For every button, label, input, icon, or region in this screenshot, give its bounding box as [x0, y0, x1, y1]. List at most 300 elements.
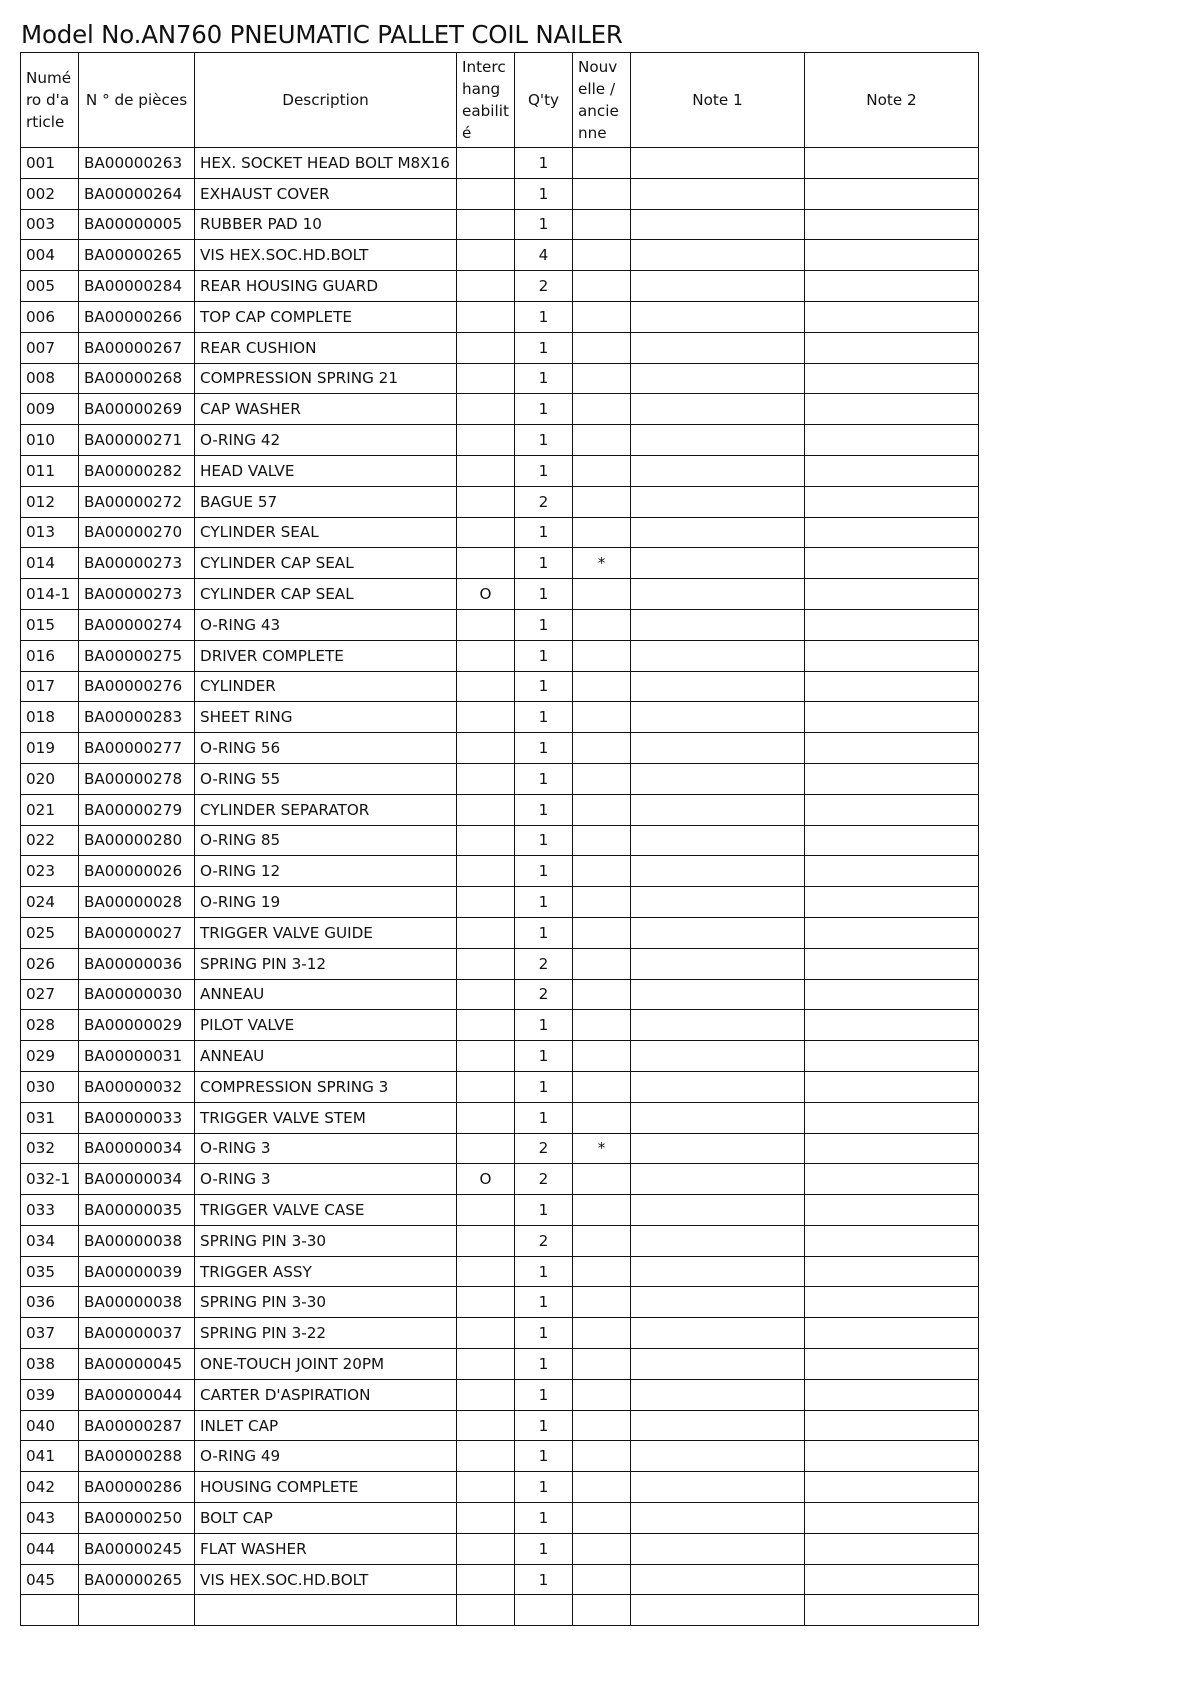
cell-qty: 1: [515, 1195, 573, 1226]
cell-qty: 1: [515, 209, 573, 240]
cell-qty: 1: [515, 455, 573, 486]
cell-item-no: 020: [21, 763, 79, 794]
cell-qty: 2: [515, 1133, 573, 1164]
cell-item-no: 004: [21, 240, 79, 271]
cell-new-old: [573, 1472, 631, 1503]
cell-interchangeability: [457, 517, 515, 548]
cell-note2: [805, 517, 979, 548]
cell-description: SPRING PIN 3-12: [195, 948, 457, 979]
cell-item-no: 034: [21, 1225, 79, 1256]
cell-part-no: BA00000265: [79, 1564, 195, 1595]
cell-note1: [631, 1287, 805, 1318]
cell-qty: 1: [515, 363, 573, 394]
cell-new-old: [573, 1410, 631, 1441]
header-part-no: N ° de pièces: [79, 53, 195, 148]
cell-qty: 1: [515, 1256, 573, 1287]
cell-interchangeability: [457, 887, 515, 918]
cell-interchangeability: [457, 1379, 515, 1410]
cell-qty: 1: [515, 425, 573, 456]
cell-new-old: [573, 733, 631, 764]
table-row: [21, 240, 979, 271]
cell-note2: [805, 579, 979, 610]
table-row: [21, 1564, 979, 1595]
cell-item-no: 006: [21, 301, 79, 332]
cell-interchangeability: [457, 794, 515, 825]
cell-qty: 1: [515, 579, 573, 610]
empty-cell: [515, 1595, 573, 1626]
cell-description: CYLINDER SEPARATOR: [195, 794, 457, 825]
cell-new-old: [573, 640, 631, 671]
table-row-partial: [21, 1595, 979, 1626]
cell-part-no: BA00000271: [79, 425, 195, 456]
table-row: [21, 579, 979, 610]
cell-item-no: 012: [21, 486, 79, 517]
cell-part-no: BA00000267: [79, 332, 195, 363]
cell-new-old: [573, 1102, 631, 1133]
cell-part-no: BA00000273: [79, 548, 195, 579]
cell-note1: [631, 1071, 805, 1102]
cell-interchangeability: [457, 702, 515, 733]
cell-item-no: 045: [21, 1564, 79, 1595]
cell-part-no: BA00000045: [79, 1349, 195, 1380]
cell-note2: [805, 1472, 979, 1503]
cell-note1: [631, 1564, 805, 1595]
cell-note1: [631, 1133, 805, 1164]
table-row: [21, 609, 979, 640]
table-row: [21, 1410, 979, 1441]
cell-description: ANNEAU: [195, 1041, 457, 1072]
cell-qty: 2: [515, 1164, 573, 1195]
cell-note2: [805, 240, 979, 271]
cell-description: SPRING PIN 3-22: [195, 1318, 457, 1349]
cell-new-old: [573, 979, 631, 1010]
cell-note2: [805, 1010, 979, 1041]
cell-interchangeability: [457, 1041, 515, 1072]
cell-item-no: 016: [21, 640, 79, 671]
cell-note1: [631, 1195, 805, 1226]
cell-note1: [631, 1041, 805, 1072]
cell-description: INLET CAP: [195, 1410, 457, 1441]
cell-description: O-RING 85: [195, 825, 457, 856]
cell-new-old: [573, 1441, 631, 1472]
cell-qty: 1: [515, 763, 573, 794]
cell-part-no: BA00000275: [79, 640, 195, 671]
header-row: [21, 53, 979, 148]
cell-new-old: [573, 455, 631, 486]
cell-interchangeability: [457, 1133, 515, 1164]
cell-note2: [805, 794, 979, 825]
cell-new-old: [573, 1503, 631, 1534]
cell-interchangeability: [457, 1287, 515, 1318]
cell-note1: [631, 363, 805, 394]
table-row: [21, 455, 979, 486]
cell-new-old: [573, 363, 631, 394]
cell-new-old: [573, 794, 631, 825]
cell-note2: [805, 917, 979, 948]
cell-qty: 1: [515, 1503, 573, 1534]
cell-description: O-RING 3: [195, 1133, 457, 1164]
cell-qty: 1: [515, 332, 573, 363]
table-row: [21, 1441, 979, 1472]
cell-new-old: [573, 148, 631, 179]
cell-item-no: 018: [21, 702, 79, 733]
cell-note1: [631, 1164, 805, 1195]
cell-part-no: BA00000273: [79, 579, 195, 610]
cell-note1: [631, 579, 805, 610]
cell-note2: [805, 1441, 979, 1472]
cell-new-old: [573, 240, 631, 271]
cell-qty: 2: [515, 979, 573, 1010]
table-row: [21, 178, 979, 209]
cell-part-no: BA00000269: [79, 394, 195, 425]
cell-description: TOP CAP COMPLETE: [195, 301, 457, 332]
cell-description: CAP WASHER: [195, 394, 457, 425]
cell-note2: [805, 271, 979, 302]
empty-cell: [805, 1595, 979, 1626]
cell-description: TRIGGER VALVE STEM: [195, 1102, 457, 1133]
cell-qty: 1: [515, 1102, 573, 1133]
cell-note2: [805, 1164, 979, 1195]
cell-note2: [805, 1225, 979, 1256]
table-row: [21, 763, 979, 794]
cell-note1: [631, 517, 805, 548]
cell-part-no: BA00000263: [79, 148, 195, 179]
cell-part-no: BA00000036: [79, 948, 195, 979]
cell-note1: [631, 486, 805, 517]
cell-description: O-RING 55: [195, 763, 457, 794]
cell-part-no: BA00000039: [79, 1256, 195, 1287]
cell-note1: [631, 548, 805, 579]
cell-qty: 2: [515, 271, 573, 302]
cell-note2: [805, 1503, 979, 1534]
cell-new-old: [573, 917, 631, 948]
cell-item-no: 039: [21, 1379, 79, 1410]
cell-new-old: [573, 425, 631, 456]
cell-item-no: 014-1: [21, 579, 79, 610]
table-row: [21, 794, 979, 825]
cell-item-no: 031: [21, 1102, 79, 1133]
cell-description: HEX. SOCKET HEAD BOLT M8X16: [195, 148, 457, 179]
cell-note1: [631, 948, 805, 979]
cell-note1: [631, 1318, 805, 1349]
cell-note1: [631, 425, 805, 456]
cell-item-no: 010: [21, 425, 79, 456]
cell-description: REAR HOUSING GUARD: [195, 271, 457, 302]
cell-part-no: BA00000035: [79, 1195, 195, 1226]
table-body: [21, 148, 979, 1626]
cell-qty: 1: [515, 1318, 573, 1349]
cell-interchangeability: [457, 1533, 515, 1564]
cell-interchangeability: [457, 1195, 515, 1226]
cell-qty: 1: [515, 825, 573, 856]
cell-part-no: BA00000038: [79, 1287, 195, 1318]
table-row: [21, 517, 979, 548]
table-row: [21, 948, 979, 979]
cell-interchangeability: [457, 825, 515, 856]
cell-new-old: *: [573, 548, 631, 579]
cell-new-old: [573, 1349, 631, 1380]
cell-description: REAR CUSHION: [195, 332, 457, 363]
cell-part-no: BA00000037: [79, 1318, 195, 1349]
cell-interchangeability: [457, 332, 515, 363]
cell-interchangeability: [457, 301, 515, 332]
cell-description: VIS HEX.SOC.HD.BOLT: [195, 240, 457, 271]
cell-interchangeability: [457, 425, 515, 456]
cell-qty: 1: [515, 1410, 573, 1441]
cell-part-no: BA00000266: [79, 301, 195, 332]
header-interchangeability: Interchangeabilité: [457, 53, 515, 148]
cell-note2: [805, 301, 979, 332]
cell-item-no: 005: [21, 271, 79, 302]
cell-new-old: [573, 1564, 631, 1595]
cell-new-old: [573, 1379, 631, 1410]
cell-description: PILOT VALVE: [195, 1010, 457, 1041]
header-note2: Note 2: [805, 53, 979, 148]
cell-qty: 1: [515, 733, 573, 764]
cell-description: CYLINDER: [195, 671, 457, 702]
table-row: [21, 301, 979, 332]
table-row: [21, 486, 979, 517]
cell-description: TRIGGER ASSY: [195, 1256, 457, 1287]
cell-interchangeability: [457, 1503, 515, 1534]
cell-item-no: 044: [21, 1533, 79, 1564]
cell-qty: 1: [515, 1379, 573, 1410]
cell-part-no: BA00000029: [79, 1010, 195, 1041]
cell-interchangeability: [457, 1010, 515, 1041]
table-row: [21, 1256, 979, 1287]
cell-note2: [805, 671, 979, 702]
cell-note2: [805, 609, 979, 640]
cell-item-no: 009: [21, 394, 79, 425]
cell-interchangeability: [457, 1441, 515, 1472]
table-row: [21, 979, 979, 1010]
cell-note1: [631, 887, 805, 918]
cell-note2: [805, 1318, 979, 1349]
table-row: [21, 1287, 979, 1318]
header-description: Description: [195, 53, 457, 148]
cell-qty: 1: [515, 856, 573, 887]
cell-note2: [805, 1133, 979, 1164]
cell-interchangeability: [457, 640, 515, 671]
cell-qty: 1: [515, 394, 573, 425]
cell-part-no: BA00000286: [79, 1472, 195, 1503]
cell-interchangeability: [457, 1071, 515, 1102]
cell-interchangeability: [457, 1318, 515, 1349]
cell-note1: [631, 271, 805, 302]
empty-cell: [79, 1595, 195, 1626]
cell-qty: 1: [515, 887, 573, 918]
cell-qty: 2: [515, 1225, 573, 1256]
empty-cell: [457, 1595, 515, 1626]
cell-part-no: BA00000287: [79, 1410, 195, 1441]
cell-note2: [805, 1041, 979, 1072]
cell-item-no: 017: [21, 671, 79, 702]
header-new-old: Nouvelle / ancienne: [573, 53, 631, 148]
cell-item-no: 013: [21, 517, 79, 548]
cell-part-no: BA00000027: [79, 917, 195, 948]
cell-part-no: BA00000265: [79, 240, 195, 271]
cell-note2: [805, 1287, 979, 1318]
cell-item-no: 033: [21, 1195, 79, 1226]
cell-item-no: 035: [21, 1256, 79, 1287]
cell-description: CYLINDER CAP SEAL: [195, 579, 457, 610]
table-row: [21, 1472, 979, 1503]
cell-note2: [805, 425, 979, 456]
cell-note1: [631, 979, 805, 1010]
cell-interchangeability: [457, 363, 515, 394]
table-header: [21, 53, 979, 148]
table-row: [21, 271, 979, 302]
cell-note2: [805, 394, 979, 425]
cell-note1: [631, 1225, 805, 1256]
cell-part-no: BA00000268: [79, 363, 195, 394]
cell-note1: [631, 1533, 805, 1564]
cell-part-no: BA00000026: [79, 856, 195, 887]
cell-interchangeability: [457, 1225, 515, 1256]
table-row: [21, 1133, 979, 1164]
cell-part-no: BA00000032: [79, 1071, 195, 1102]
cell-part-no: BA00000245: [79, 1533, 195, 1564]
cell-interchangeability: [457, 609, 515, 640]
cell-note2: [805, 1564, 979, 1595]
cell-qty: 1: [515, 148, 573, 179]
cell-part-no: BA00000276: [79, 671, 195, 702]
cell-description: CYLINDER SEAL: [195, 517, 457, 548]
cell-note2: [805, 1379, 979, 1410]
cell-description: O-RING 12: [195, 856, 457, 887]
cell-new-old: [573, 1287, 631, 1318]
cell-new-old: [573, 178, 631, 209]
cell-qty: 1: [515, 671, 573, 702]
cell-new-old: [573, 1010, 631, 1041]
cell-note1: [631, 332, 805, 363]
cell-note2: [805, 979, 979, 1010]
cell-item-no: 003: [21, 209, 79, 240]
cell-interchangeability: [457, 486, 515, 517]
cell-qty: 1: [515, 1041, 573, 1072]
cell-qty: 2: [515, 948, 573, 979]
cell-new-old: [573, 1225, 631, 1256]
cell-part-no: BA00000034: [79, 1133, 195, 1164]
cell-interchangeability: [457, 1410, 515, 1441]
cell-part-no: BA00000284: [79, 271, 195, 302]
cell-note2: [805, 148, 979, 179]
cell-description: COMPRESSION SPRING 21: [195, 363, 457, 394]
cell-new-old: [573, 332, 631, 363]
cell-note2: [805, 948, 979, 979]
table-row: [21, 1533, 979, 1564]
cell-new-old: [573, 763, 631, 794]
cell-new-old: [573, 1164, 631, 1195]
cell-item-no: 027: [21, 979, 79, 1010]
cell-note2: [805, 486, 979, 517]
cell-item-no: 021: [21, 794, 79, 825]
cell-qty: 1: [515, 1287, 573, 1318]
cell-part-no: BA00000272: [79, 486, 195, 517]
cell-note2: [805, 640, 979, 671]
cell-part-no: BA00000028: [79, 887, 195, 918]
cell-note1: [631, 1010, 805, 1041]
cell-qty: 1: [515, 609, 573, 640]
empty-cell: [21, 1595, 79, 1626]
cell-qty: 1: [515, 917, 573, 948]
table-row: [21, 887, 979, 918]
cell-note1: [631, 609, 805, 640]
cell-note1: [631, 702, 805, 733]
table-row: [21, 363, 979, 394]
header-note1: Note 1: [631, 53, 805, 148]
cell-description: BAGUE 57: [195, 486, 457, 517]
cell-new-old: [573, 1318, 631, 1349]
cell-new-old: [573, 1256, 631, 1287]
cell-description: O-RING 43: [195, 609, 457, 640]
cell-description: CARTER D'ASPIRATION: [195, 1379, 457, 1410]
table-row: [21, 1503, 979, 1534]
cell-part-no: BA00000044: [79, 1379, 195, 1410]
cell-note1: [631, 640, 805, 671]
cell-item-no: 028: [21, 1010, 79, 1041]
cell-note2: [805, 733, 979, 764]
cell-new-old: [573, 394, 631, 425]
cell-qty: 1: [515, 1533, 573, 1564]
cell-description: VIS HEX.SOC.HD.BOLT: [195, 1564, 457, 1595]
cell-new-old: [573, 702, 631, 733]
cell-new-old: [573, 948, 631, 979]
cell-new-old: [573, 825, 631, 856]
cell-note1: [631, 671, 805, 702]
table-row: [21, 548, 979, 579]
cell-description: HEAD VALVE: [195, 455, 457, 486]
cell-description: HOUSING COMPLETE: [195, 1472, 457, 1503]
cell-part-no: BA00000279: [79, 794, 195, 825]
cell-description: O-RING 3: [195, 1164, 457, 1195]
table-row: [21, 825, 979, 856]
cell-item-no: 041: [21, 1441, 79, 1472]
cell-interchangeability: O: [457, 1164, 515, 1195]
cell-interchangeability: [457, 733, 515, 764]
cell-interchangeability: [457, 1256, 515, 1287]
table-row: [21, 917, 979, 948]
empty-cell: [195, 1595, 457, 1626]
cell-part-no: BA00000288: [79, 1441, 195, 1472]
cell-note1: [631, 1472, 805, 1503]
cell-qty: 1: [515, 178, 573, 209]
cell-note2: [805, 702, 979, 733]
table-row: [21, 1379, 979, 1410]
cell-note2: [805, 1410, 979, 1441]
table-row: [21, 1195, 979, 1226]
cell-new-old: [573, 271, 631, 302]
cell-part-no: BA00000278: [79, 763, 195, 794]
cell-item-no: 011: [21, 455, 79, 486]
page-title: Model No.AN760 PNEUMATIC PALLET COIL NAILER: [21, 20, 623, 49]
cell-part-no: BA00000283: [79, 702, 195, 733]
cell-item-no: 029: [21, 1041, 79, 1072]
table-row: [21, 148, 979, 179]
cell-note1: [631, 917, 805, 948]
cell-note2: [805, 856, 979, 887]
cell-description: O-RING 56: [195, 733, 457, 764]
cell-item-no: 024: [21, 887, 79, 918]
cell-item-no: 043: [21, 1503, 79, 1534]
parts-table: [20, 52, 979, 1626]
cell-new-old: [573, 301, 631, 332]
cell-note2: [805, 1533, 979, 1564]
cell-note2: [805, 548, 979, 579]
cell-new-old: [573, 1195, 631, 1226]
cell-note1: [631, 825, 805, 856]
table-row: [21, 332, 979, 363]
